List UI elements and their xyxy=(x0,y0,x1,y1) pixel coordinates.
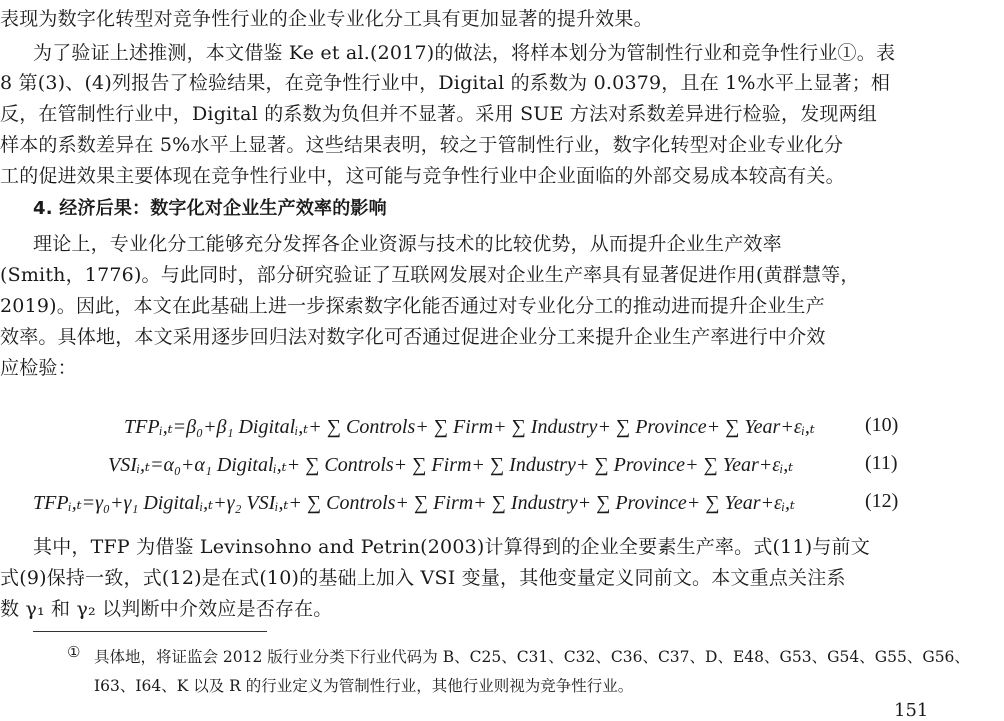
footnote-line: I63、I64、K 以及 R 的行业定义为管制性行业，其他行业则视为竞争性行业。 xyxy=(94,677,634,695)
page-number: 151 xyxy=(894,700,929,721)
paragraph-line: 为了验证上述推测，本文借鉴 Ke et al.(2017)的做法，将样本划分为管制性行业和竞争性行业①。表 xyxy=(33,42,896,64)
section-heading: 4. 经济后果：数字化对企业生产效率的影响 xyxy=(33,198,387,219)
paragraph-line: (Smith，1776)。与此同时，部分研究验证了互联网发展对企业生产率具有显著促进作用(黄群慧等， xyxy=(0,264,860,286)
footnote-marker: ① xyxy=(67,643,81,661)
equation-number: (12) xyxy=(865,490,899,512)
equation-12: TFPᵢ,ₜ=γ₀+γ₁ Digitalᵢ,ₜ+γ₂ VSIᵢ,ₜ+ ∑ Controls+ ∑ Firm+ ∑ Industry+ ∑ Province+ ∑ Year+εᵢ,ₜ xyxy=(33,492,795,514)
equation-11: VSIᵢ,ₜ=α₀+α₁ Digitalᵢ,ₜ+ ∑ Controls+ ∑ Firm+ ∑ Industry+ ∑ Province+ ∑ Year+εᵢ,ₜ xyxy=(108,454,794,476)
paragraph-line: 8 第(3)、(4)列报告了检验结果，在竞争性行业中，Digital 的系数为 0.0379，且在 1%水平上显著；相 xyxy=(0,72,891,94)
footnote-line: 具体地，将证监会 2012 版行业分类下行业代码为 B、C25、C31、C32、C36、C37、D、E48、G53、G54、G55、G56、 xyxy=(94,648,970,666)
paragraph-line: 效率。具体地，本文采用逐步回归法对数字化可否通过促进企业分工来提升企业生产率进行中介效 xyxy=(0,326,826,348)
paragraph-line: 理论上，专业化分工能够充分发挥各企业资源与技术的比较优势，从而提升企业生产效率 xyxy=(33,233,782,255)
paragraph-line: 式(9)保持一致，式(12)是在式(10)的基础上加入 VSI 变量，其他变量定义同前文。本文重点关注系 xyxy=(0,567,846,589)
paragraph-line: 表现为数字化转型对竞争性行业的企业专业化分工具有更加显著的提升效果。 xyxy=(0,8,653,30)
equation-number: (11) xyxy=(865,452,898,474)
equation-number: (10) xyxy=(865,414,899,436)
paragraph-line: 2019)。因此，本文在此基础上进一步探索数字化能否通过对专业化分工的推动进而提升企业生产 xyxy=(0,295,825,317)
paragraph-line: 反，在管制性行业中，Digital 的系数为负但并不显著。采用 SUE 方法对系数差异进行检验，发现两组 xyxy=(0,103,878,125)
paragraph-line: 其中，TFP 为借鉴 Levinsohno and Petrin(2003)计算得到的企业全要素生产率。式(11)与前文 xyxy=(33,536,870,558)
footnote-divider xyxy=(33,631,267,632)
equation-10: TFPᵢ,ₜ=β₀+β₁ Digitalᵢ,ₜ+ ∑ Controls+ ∑ Firm+ ∑ Industry+ ∑ Province+ ∑ Year+εᵢ,ₜ xyxy=(124,416,815,438)
paragraph-line: 数 γ₁ 和 γ₂ 以判断中介效应是否存在。 xyxy=(0,598,333,620)
paragraph-line: 应检验： xyxy=(0,357,77,379)
paragraph-line: 样本的系数差异在 5%水平上显著。这些结果表明，较之于管制性行业，数字化转型对企业专业化分 xyxy=(0,134,844,156)
paragraph-line: 工的促进效果主要体现在竞争性行业中，这可能与竞争性行业中企业面临的外部交易成本较高有关。 xyxy=(0,165,845,187)
